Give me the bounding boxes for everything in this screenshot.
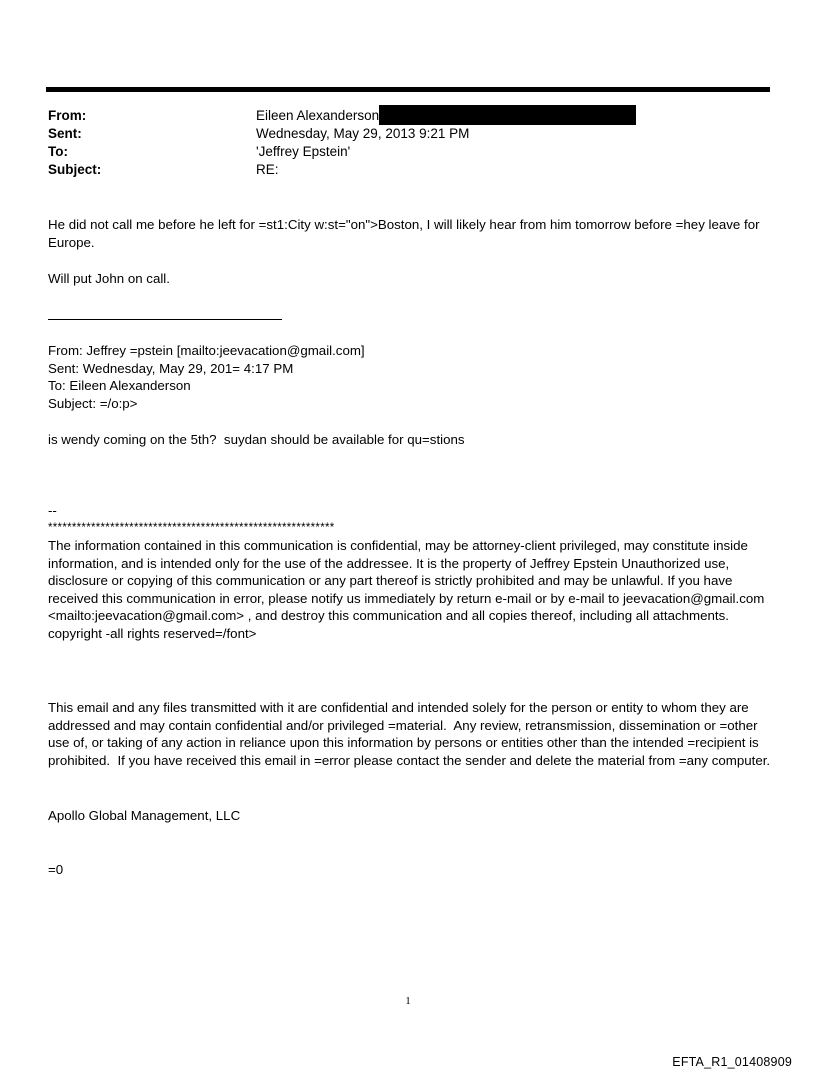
quoted-message: is wendy coming on the 5th? suydan should be available for qu=stions <box>48 432 465 447</box>
company-name: Apollo Global Management, LLC <box>48 808 241 823</box>
apollo-notice: This email and any files transmitted with it are confidential and intended solely for the person or entity to whom they are addressed and may contain confidential and/or privileged =material. Any review, retransmission, dissemination or =other use of, or taking of any action in reliance upon this information by persons or entities other than the intended =recipient is prohibited. If you have received this email in =error please contact the sender and delete the material from =any computer. <box>48 700 771 768</box>
trailer-block <box>48 861 772 879</box>
message-body <box>48 216 772 251</box>
quoted-to: To: Eileen Alexanderson <box>48 378 191 393</box>
quoted-header <box>48 342 772 412</box>
quoted-sent: Sent: Wednesday, May 29, 201= 4:17 PM <box>48 360 294 376</box>
email-header <box>48 107 636 179</box>
company-block <box>48 807 772 825</box>
message-paragraph: Will put John on call. <box>48 271 170 286</box>
to-row <box>48 143 636 161</box>
message-closing <box>48 270 772 288</box>
from-row <box>48 107 636 125</box>
sent-label: Sent: <box>48 126 82 141</box>
signature-stars: ************************************************************ <box>48 521 335 534</box>
to-label: To: <box>48 144 68 159</box>
from-name: Eileen Alexanderson <box>256 108 380 123</box>
redaction-block <box>379 105 636 125</box>
trailer-text: =0 <box>48 862 64 877</box>
page-number: 1 <box>405 995 411 1007</box>
message-paragraph: He did not call me before he left for =st1:City w:st="on">Boston, I will likely hear from him tomorrow before =hey leave for Europe. <box>48 217 764 250</box>
confidentiality-disclaimer: The information contained in this communication is confidential, may be attorney-client privileged, may constitute inside information, and is intended only for the use of the addressee. It is the property of Jeffrey Epstein Unauthorized use, disclosure or copying of this communication or any part thereof is strictly prohibited and may be unlawful. If you have received this communication in error, please notify us immediately by return e-mail or by e-mail to jeevacation@gmail.com <mailto:jeevacation@gmail.com> , and destroy this communication and all copies thereof, including all attachments. copyright -all rights reserved=/font> <box>48 538 769 641</box>
subject-row <box>48 161 636 179</box>
subject-value: RE: <box>256 162 279 177</box>
header-rule <box>46 87 770 92</box>
reply-separator <box>48 319 282 320</box>
signature-dashes: -- <box>48 503 57 518</box>
from-label: From: <box>48 108 87 123</box>
quoted-body <box>48 431 772 449</box>
apollo-notice-block <box>48 699 772 769</box>
sent-row <box>48 125 636 143</box>
to-value: 'Jeffrey Epstein' <box>256 144 351 159</box>
subject-label: Subject: <box>48 162 102 177</box>
quoted-subject: Subject: =/o:p> <box>48 395 138 411</box>
document-id: EFTA_R1_01408909 <box>672 1055 792 1069</box>
quoted-from: From: Jeffrey =pstein [mailto:jeevacation@gmail.com] <box>48 343 365 358</box>
sent-value: Wednesday, May 29, 2013 9:21 PM <box>256 126 470 141</box>
signature-block <box>48 502 772 642</box>
from-value <box>256 107 636 125</box>
